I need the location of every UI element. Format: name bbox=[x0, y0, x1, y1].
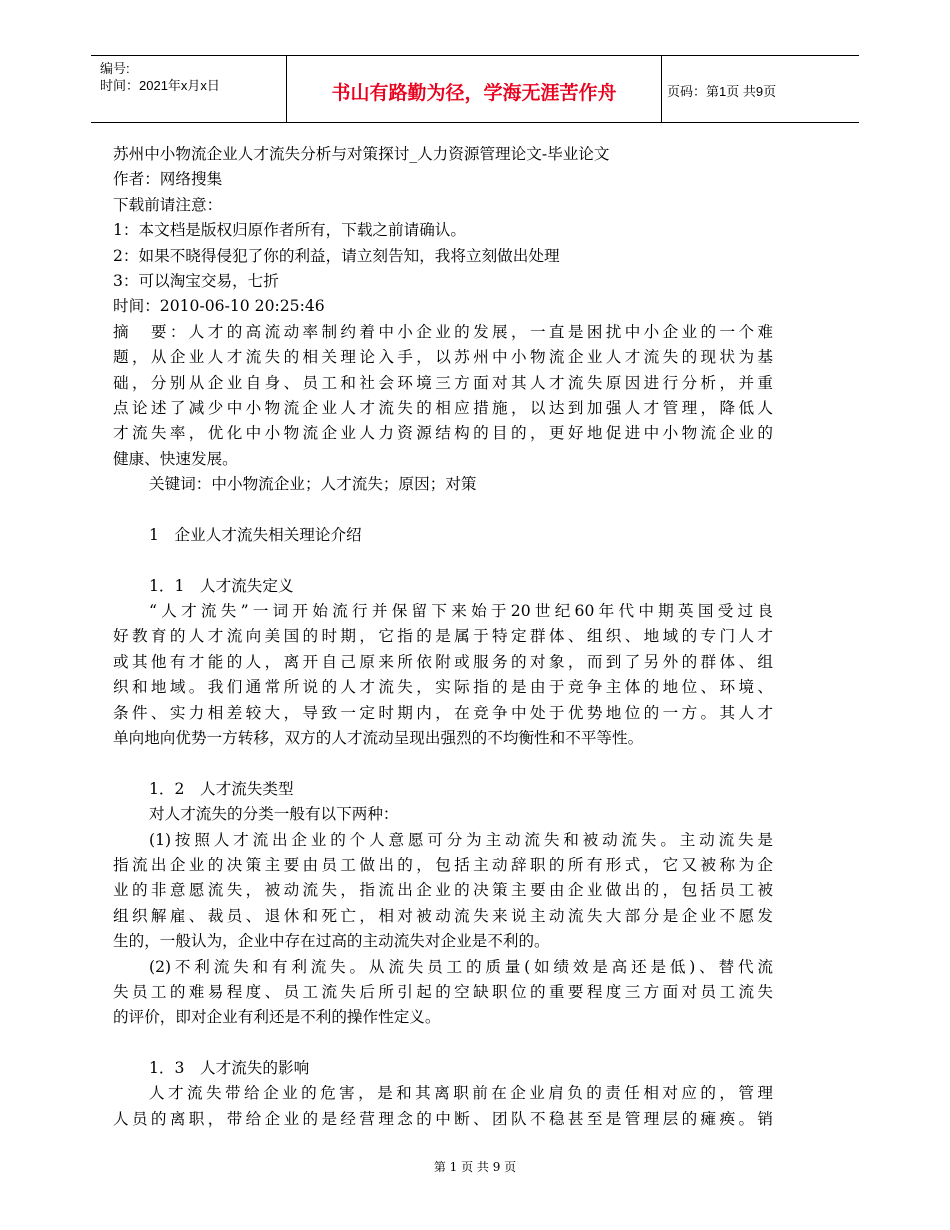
abstract-line: 点论述了减少中小物流企业人才流失的相应措施，以达到加强人才管理，降低人 bbox=[113, 398, 773, 417]
document-body bbox=[113, 142, 773, 1132]
paragraph-line: 条件、实力相差较大，导致一定时期内，在竞争中处于优势地位的一方。其人才 bbox=[113, 703, 773, 722]
paragraph-line: 织和地域。我们通常所说的人才流失，实际指的是由于竞争主体的地位、环境、 bbox=[113, 678, 773, 697]
doc-author: 作者：网络搜集 bbox=[113, 170, 223, 189]
header-page-cell bbox=[661, 56, 859, 122]
paragraph-line: 对人才流失的分类一般有以下两种： bbox=[149, 805, 399, 824]
spacer bbox=[113, 751, 773, 776]
paragraph-line: 或其他有才能的人，离开自己原来所依附或服务的对象，而到了另外的群体、组 bbox=[113, 652, 773, 671]
keywords: 关键词：中小物流企业；人才流失；原因；对策 bbox=[149, 475, 477, 494]
abstract-line: 题，从企业人才流失的相关理论入手，以苏州中小物流企业人才流失的现状为基 bbox=[113, 348, 773, 367]
paragraph-line: 失员工的难易程度、员工流失后所引起的空缺职位的重要程度三方面对员工流失 bbox=[113, 982, 773, 1001]
notice-item: 2：如果不晓得侵犯了你的利益，请立刻告知，我将立刻做出处理 bbox=[113, 246, 560, 265]
subsection-heading: 1．1 人才流失定义 bbox=[149, 576, 294, 595]
paragraph-line: (2)不利流失和有利流失。从流失员工的质量(如绩效是高还是低)、替代流 bbox=[149, 957, 773, 976]
header-motto-cell bbox=[286, 56, 662, 122]
paragraph-line: 生的，一般认为，企业中存在过高的主动流失对企业是不利的。 bbox=[113, 932, 550, 951]
motto: 书山有路勤为径，学海无涯苦作舟 bbox=[331, 82, 617, 104]
notice-item: 1：本文档是版权归原作者所有，下载之前请确认。 bbox=[113, 221, 466, 240]
paragraph-line: 指流出企业的决策主要由员工做出的，包括主动辞职的所有形式，它又被称为企 bbox=[113, 855, 773, 874]
header-meta bbox=[91, 56, 286, 122]
doc-time: 时间：2010-06-10 20:25:46 bbox=[113, 297, 325, 316]
paragraph-line: “人才流失”一词开始流行并保留下来始于20世纪60年代中期英国受过良 bbox=[149, 602, 773, 621]
abstract-line: 健康、快速发展。 bbox=[113, 449, 238, 468]
paragraph-line: 人员的离职，带给企业的是经营理念的中断、团队不稳甚至是管理层的瘫痪。销 bbox=[113, 1109, 773, 1128]
notice-heading: 下载前请注意： bbox=[113, 195, 223, 214]
notice-item: 3：可以淘宝交易，七折 bbox=[113, 271, 279, 290]
spacer bbox=[113, 548, 773, 573]
subsection-heading: 1．3 人才流失的影响 bbox=[149, 1059, 310, 1078]
abstract-line: 才流失率，优化中小物流企业人力资源结构的目的，更好地促进中小物流企业的 bbox=[113, 424, 773, 443]
paragraph-line: 组织解雇、裁员、退休和死亡，相对被动流失来说主动流失大部分是企业不愿发 bbox=[113, 906, 773, 925]
time-label: 时间：2021年x月x日 bbox=[100, 78, 220, 93]
paragraph-line: 人才流失带给企业的危害，是和其离职前在企业肩负的责任相对应的，管理 bbox=[149, 1084, 773, 1103]
page-header bbox=[91, 55, 859, 123]
doc-title: 苏州中小物流企业人才流失分析与对策探讨_人力资源管理论文-毕业论文 bbox=[113, 145, 610, 163]
spacer bbox=[113, 1031, 773, 1056]
paragraph-line: 好教育的人才流向美国的时期，它指的是属于特定群体、组织、地域的专门人才 bbox=[113, 627, 773, 646]
number-label: 编号: bbox=[100, 61, 130, 76]
paragraph-line: 的评价，即对企业有利还是不利的操作性定义。 bbox=[113, 1008, 441, 1027]
header-page-info: 页码：第1页 共9页 bbox=[667, 84, 777, 99]
section-heading: 1 企业人才流失相关理论介绍 bbox=[149, 525, 362, 544]
abstract-line: 摘 要：人才的高流动率制约着中小企业的发展，一直是困扰中小企业的一个难 bbox=[113, 322, 773, 341]
paragraph-line: 单向地向优势一方转移，双方的人才流动呈现出强烈的不均衡性和不平等性。 bbox=[113, 728, 644, 747]
spacer bbox=[113, 497, 773, 522]
paragraph-line: 业的非意愿流失，被动流失，指流出企业的决策主要由企业做出的，包括员工被 bbox=[113, 881, 773, 900]
page-footer: 第 1 页 共 9 页 bbox=[433, 1160, 517, 1174]
abstract-line: 础，分别从企业自身、员工和社会环境三方面对其人才流失原因进行分析，并重 bbox=[113, 373, 773, 392]
subsection-heading: 1．2 人才流失类型 bbox=[149, 779, 294, 798]
paragraph-line: (1)按照人才流出企业的个人意愿可分为主动流失和被动流失。主动流失是 bbox=[149, 830, 773, 849]
